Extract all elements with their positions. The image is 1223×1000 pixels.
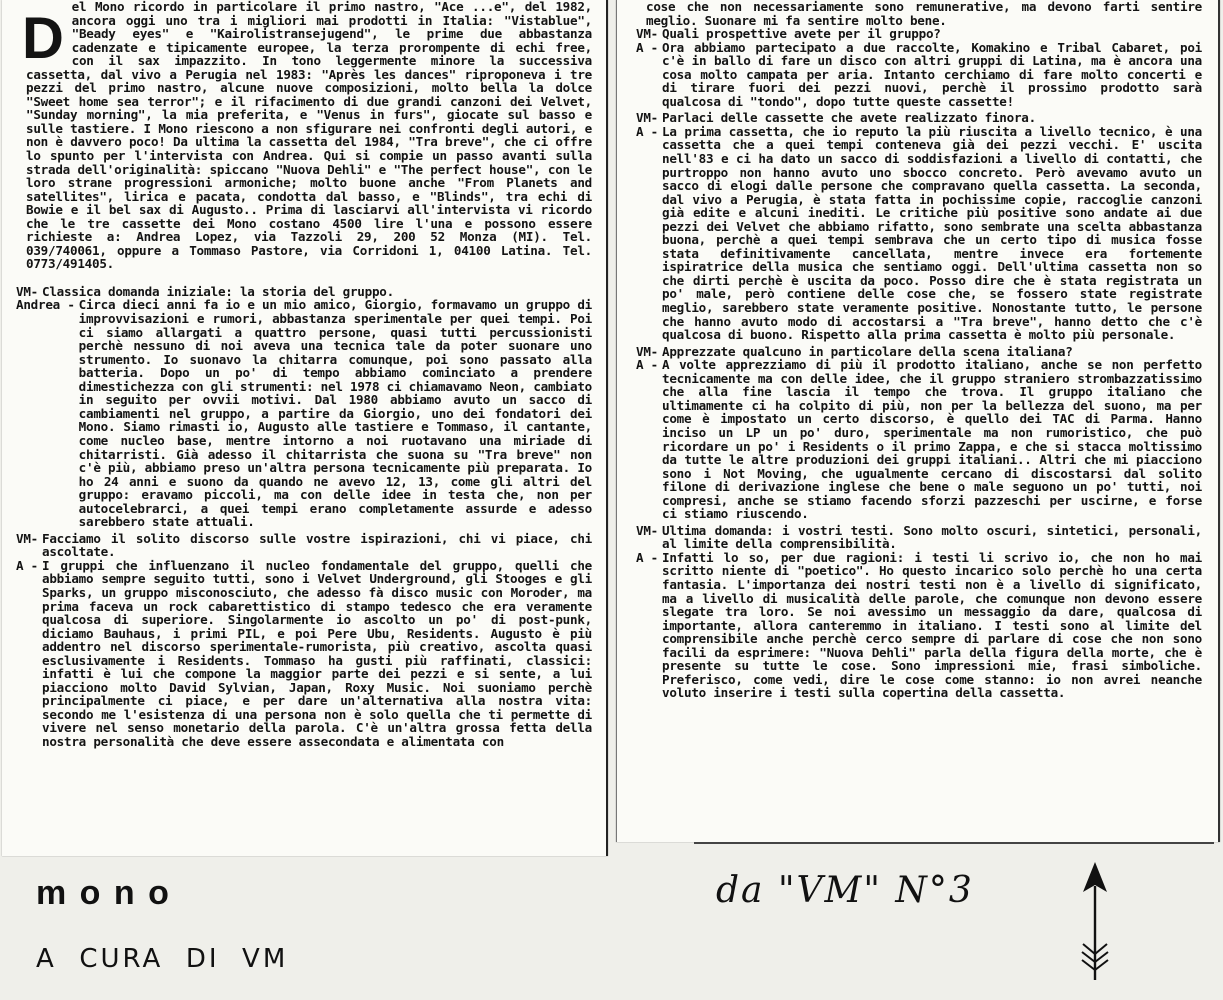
speaker-text: Ultima domanda: i vostri testi. Sono molto oscuri, sintetici, personali, al limite della comprensibilità. <box>662 522 1202 552</box>
speaker-label: A - <box>636 39 658 55</box>
column-rule <box>694 842 1214 844</box>
interview-entry <box>16 297 592 530</box>
left-column <box>16 0 592 749</box>
speaker-label: A - <box>636 549 658 565</box>
speaker-label: VM- <box>16 283 38 299</box>
speaker-label: A - <box>16 557 38 573</box>
interview-entry <box>636 123 1202 343</box>
speaker-text: Quali prospettive avete per il gruppo? <box>662 26 941 42</box>
speaker-text: I gruppi che influenzano il nucleo fondamentale del gruppo, quelli che abbiamo sempre seguito tutti, sono i Velvet Underground, gli Stooges e gli Sparks, un gruppo misconosciuto, che adesso fà disco music con Moroder, ma prima faceva un rock cabarettistico di stampo tedesco che era veramente qualcosa di superiore. Singolarmente io ascolto un po' di post-punk, diciamo Bauhaus, i primi PIL, e poi Pere Ubu, Residents. Augusto è più addentro nel discorso sperimentale-rumorista, più creativo, ascolta quasi esclusivamente i Residents. Tommaso ha gusti più raffinati, classici: infatti è lui che compone la maggior parte dei pezzi e si sente, a lui piacciono molto David Sylvian, Japan, Roxy Music. Noi suoniamo perchè principalmente ci piace, e per dare un'alternativa alla nostra vita: secondo me l'esistenza di una persona non è solo quella che ti permette di vivere nel senso monetario della parola. C'è un'altra grossa fetta della nostra personalità che deve essere assecondata e alimentata con <box>42 557 592 749</box>
speaker-label: Andrea - <box>16 297 75 313</box>
right-interview <box>636 26 1202 701</box>
interview-entry <box>636 357 1202 522</box>
interview-entry <box>636 522 1202 552</box>
speaker-label: A - <box>636 123 658 139</box>
interview-entry <box>636 343 1202 359</box>
speaker-text: Ora abbiamo partecipato a due raccolte, Komakino e Tribal Cabaret, poi c'è in ballo di fare un disco con altri gruppi di Latina, ma è ancora una cosa molto campata per aria. Intanto cerchiamo di fare molto concerti e di tirare fuori dei pezzi nuovi, perchè il prossimo prodotto sarà qualcosa di "tondo", dopo tutte queste cassette! <box>662 39 1202 109</box>
left-interview <box>16 283 592 749</box>
interview-entry <box>636 26 1202 42</box>
speaker-text: Facciamo il solito discorso sulle vostre ispirazioni, chi vi piace, chi ascoltate. <box>42 530 592 560</box>
speaker-label: VM- <box>636 110 658 126</box>
interview-entry <box>16 283 592 299</box>
speaker-label: VM- <box>636 343 658 359</box>
speaker-text: Apprezzate qualcuno in particolare della scena italiana? <box>662 343 1073 359</box>
interview-entry <box>16 557 592 749</box>
arrow-up-icon <box>1070 858 1120 988</box>
speaker-text: Infatti lo so, per due ragioni: i testi li scrivo io, che non ho mai scritto niente di "poetico". Ho questo incarico solo perchè ho una certa fantasia. L'importanza dei nostri testi non è a livello di significato, ma a livello di musicalità delle parole, che comunque non devono essere slegate tra loro. Se noi avessimo un messaggio da dare, qualcosa di importante, allora canteremmo in italiano. I testi sono al limite del comprensibile anche perchè cerco sempre di parlare di cose che non sono facili da esprimere: "Nuova Dehli" parla della figura della morte, che è presente su tutte le cose. Sono impressioni mie, frasi simboliche. Preferisco, come vedi, dire le cose come stanno: io non avrei neanche voluto inserire i testi sulla copertina della cassetta. <box>662 549 1202 701</box>
continued-paragraph: cose che non necessariamente sono remunerative, ma devono farti sentire meglio. Suonare mi fa sentire molto bene. <box>646 0 1202 28</box>
interview-entry <box>636 39 1202 109</box>
intro-paragraph: el Mono ricordo in particolare il primo nastro, "Ace ...e", del 1982, ancora oggi uno tra i migliori mai prodotti in Italia: "Vistablue", "Beady eyes" e "Kairolistransejugend", le prime due abbastanza cadenzate e tipicamente europee, la terza prorompente di echi free, con il sax impazzito. In tono leggermente minore la successiva cassetta, dal vivo a Perugia nel 1983: "Après les dances" riproponeva i tre pezzi del primo nastro, alcune nuove composizioni, molto bella la dolce "Sweet home sea terror"; e il rifacimento di due grandi canzoni dei Velvet, "Sunday morning", la mia preferita, e "Venus in furs", giocate sul basso e sulle tastiere. I Mono riescono a non sfigurare nei confronti degli autori, e non è davvero poco! Da ultima la cassetta del 1984, "Tra breve", che ci offre lo spunto per l'intervista con Andrea. Qui si compie un passo avanti sulla strada dell'originalità: spiccano "Nuova Dehli" e "The perfect house", con le loro strane progressioni armoniche; molto buone anche "From Planets and satellites", lirica e pacata, condotta dal basso, e "Blinds", tra echi di Bowie e il bel sax di Augusto.. Prima di lasciarvi all'intervista vi ricordo che le tre cassette dei Mono costano 4500 lire l'una e possono essere richieste a: Andrea Lopez, via Tazzoli 29, 200 52 Monza (MI). Tel. 039/740061, oppure a Tommaso Pastore, via Corridoni 1, 04100 Latina. Tel. 0773/491405. <box>26 0 592 272</box>
interview-entry <box>636 549 1202 701</box>
credit-line: A CURA DI VM <box>36 944 289 974</box>
right-column <box>636 0 1202 701</box>
speaker-text: Classica domanda iniziale: la storia del gruppo. <box>42 283 394 299</box>
source-note: da "VM" N°3 <box>716 870 974 911</box>
drop-cap: D <box>22 6 64 71</box>
speaker-text: La prima cassetta, che io reputo la più riuscita a livello tecnico, è una cassetta che a quei tempi conteneva già dei pezzi vecchi. E' uscita nell'83 e ci ha dato un sacco di soddisfazioni a livello di contatti, che purtroppo non hanno avuto uno sbocco concreto. Però avevamo avuto un sacco di elogi dalle persone che compravano quella cassetta. La seconda, dal vivo a Perugia, è stata fatta in pochissime copie, raccoglie canzoni già edite e alcuni inediti. Le critiche più positive sono andate ai due pezzi dei Velvet che abbiamo rifatto, sono sembrate una scelta abbastanza buona, perchè a quei tempi sembrava che un certo tipo di musica fosse stata definitivamente cancellata, mentre invece era fortemente ispiratrice della musica che sentiamo oggi. Dell'ultima cassetta non so che dirti perchè è uscita da poco. Posso dire che è stata registrata un po' male, però contiene delle cose che, se fossero state registrate meglio, sarebbero state veramente positive. Nonostante tutto, le persone che hanno avuto modo di accostarsi a "Tra breve", hanno detto che c'è qualcosa di buono. Rispetto alla prima cassetta è molto più personale. <box>662 123 1202 343</box>
speaker-text: A volte apprezziamo di più il prodotto italiano, anche se non perfetto tecnicamente ma con delle idee, che il gruppo straniero strombazzatissimo che alla fine lascia il tempo che trova. Il gruppo italiano che ultimamente ci ha colpito di più, non per la bellezza del suono, ma per come è impostato un certo discorso, è quello dei TAC di Parma. Hanno inciso un LP un po' duro, sperimentale ma non rumoristico, che può ricordare un po' i Residents o il primo Zappa, e che si stacca moltissimo da tutte le altre produzioni dei gruppi italiani.. Altri che mi piacciono sono i Not Moving, che ugualmente cercano di discostarsi dal solito filone di derivazione inglese che bene o male seguono un po' tutti, noi compresi, anche se stiamo facendo sforzi pazzeschi per uscirne, e forse ci stiamo riuscendo. <box>662 357 1202 522</box>
band-title: m o n o <box>36 874 171 912</box>
interview-entry <box>636 110 1202 126</box>
speaker-text: Circa dieci anni fa io e un mio amico, Giorgio, formavamo un gruppo di improvvisazioni e rumori, abbastanza sperimentale per quei tempi. Poi ci siamo allargati a quattro persone, quasi tutti percussionisti perchè nessuno di noi aveva una tecnica tale da poter suonare uno strumento. Io suonavo la chitarra comunque, poi sono passato alla batteria. Dopo un po' di tempo abbiamo cominciato a prendere dimestichezza con gli strumenti: nel 1978 ci chiamavamo Neon, cambiato in seguito per ovvii motivi. Dal 1980 abbiamo avuto un sacco di cambiamenti nel gruppo, a partire da Giorgio, uno dei fondatori dei Mono. Siamo rimasti io, Augusto alle tastiere e Tommaso, il cantante, come nucleo base, mentre intorno a noi ruotavano una miriade di chitarristi. Già adesso il chitarrista che suona su "Tra breve" non c'è più, abbiamo preso un'altra persona tecnicamente più preparata. Io ho 24 anni e suono da quando ne avevo 12, 13, come gli altri del gruppo: eravamo piccoli, ma con delle idee in testa che, non per autocelebrarci, a quei tempi erano completamente assurde e adesso sarebbero state attuali. <box>78 297 592 530</box>
speaker-label: VM- <box>16 530 38 546</box>
speaker-label: A - <box>636 357 658 373</box>
speaker-label: VM- <box>636 26 658 42</box>
interview-entry <box>16 530 592 560</box>
speaker-label: VM- <box>636 522 658 538</box>
speaker-text: Parlaci delle cassette che avete realizzato finora. <box>662 110 1036 126</box>
